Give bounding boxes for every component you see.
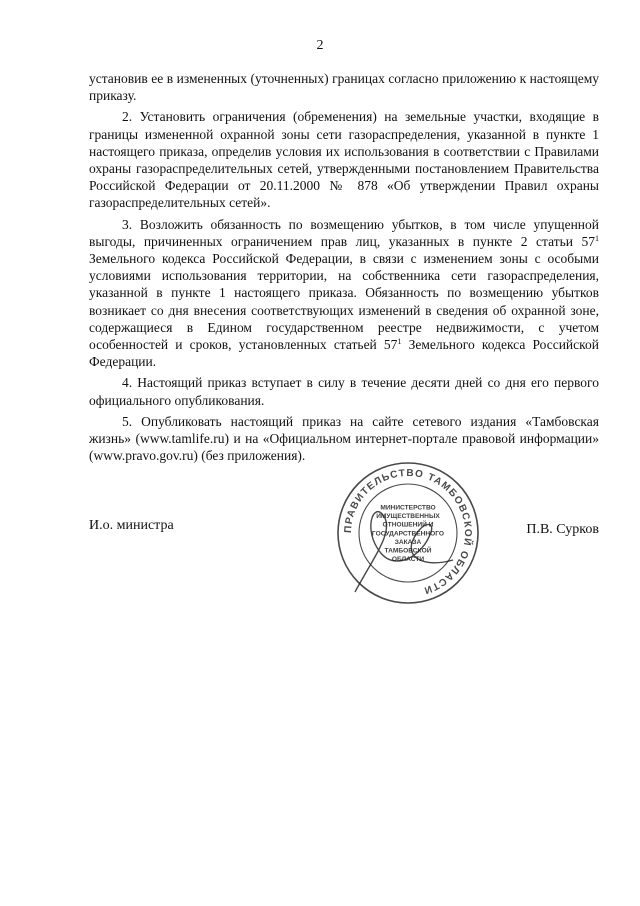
seal-inner-line: МИНИСТЕРСТВО: [380, 504, 436, 512]
paragraph-3-part1: 3. Возложить обязанность по возмещению убытков, в том числе упущенной выгоды, причиненных ограничением прав лиц, указанных в пункте 2 статьи 57: [89, 216, 599, 249]
seal-inner-line: ТАМБОВСКОЙ: [384, 547, 432, 555]
signature-block: [89, 518, 599, 548]
seal-outer-text: ПРАВИТЕЛЬСТВО ТАМБОВСКОЙ ОБЛАСТИ: [342, 467, 474, 596]
article-superscript-1: 1: [595, 233, 599, 243]
article-superscript-2: 1: [397, 337, 402, 347]
seal-inner-line: ОБЛАСТИ: [391, 556, 425, 564]
signer-name: П.В. Сурков: [526, 522, 599, 537]
document-body: [89, 70, 599, 468]
seal-inner-line: ГОСУДАРСТВЕННОГО: [371, 530, 445, 538]
seal-inner-line: ОТНОШЕНИЙ И: [382, 521, 434, 529]
paragraph-3-part3: Земельного кодекса Российской Федерации.: [89, 337, 599, 370]
seal-inner-line: ИМУЩЕСТВЕННЫХ: [376, 513, 440, 521]
signer-position: И.о. министра: [89, 518, 174, 533]
paragraph-5: 5. Опубликовать настоящий приказ на сайте сетевого издания «Тамбовская жизнь» (www.tamlife.ru) и на «Официальном интернет-портале правовой информации» (www.pravo.gov.ru) (без приложения).: [89, 413, 599, 464]
paragraph-4: 4. Настоящий приказ вступает в силу в течение десяти дней со дня его первого официального опубликования.: [89, 375, 599, 408]
paragraph-3-part2: Земельного кодекса Российской Федерации, в связи с изменением зоны с особыми условиями использования территории, на собственника сети газораспределения, указанной в пункте 1 настоящего приказа. Обязанность по возмещению убытков возникает со дня внесения соответствующих изменений в сведения об охранной зоне, содержащиеся в Едином государственном реестре недвижимости, с учетом особенностей и сроков, установленных статьей 57: [89, 251, 599, 353]
paragraph-1-continuation: установив ее в измененных (уточненных) границах согласно приложению к настоящему приказу.: [89, 71, 599, 104]
paragraph-3: [89, 216, 599, 371]
paragraph-2: 2. Установить ограничения (обременения) на земельные участки, входящие в границы измененной охранной зоны сети газораспределения, указанной в пункте 1 настоящего приказа, определив условия их использования в соответствии с Правилами охраны газораспределительных сетей, утвержденными постановлением Правительства Российской Федерации от 20.11.2000 № 878 «Об утверждении Правил охраны газораспределительных сетей».: [89, 109, 599, 211]
page-number: 2: [316, 38, 324, 53]
seal-inner-line: ЗАКАЗА: [394, 538, 422, 546]
